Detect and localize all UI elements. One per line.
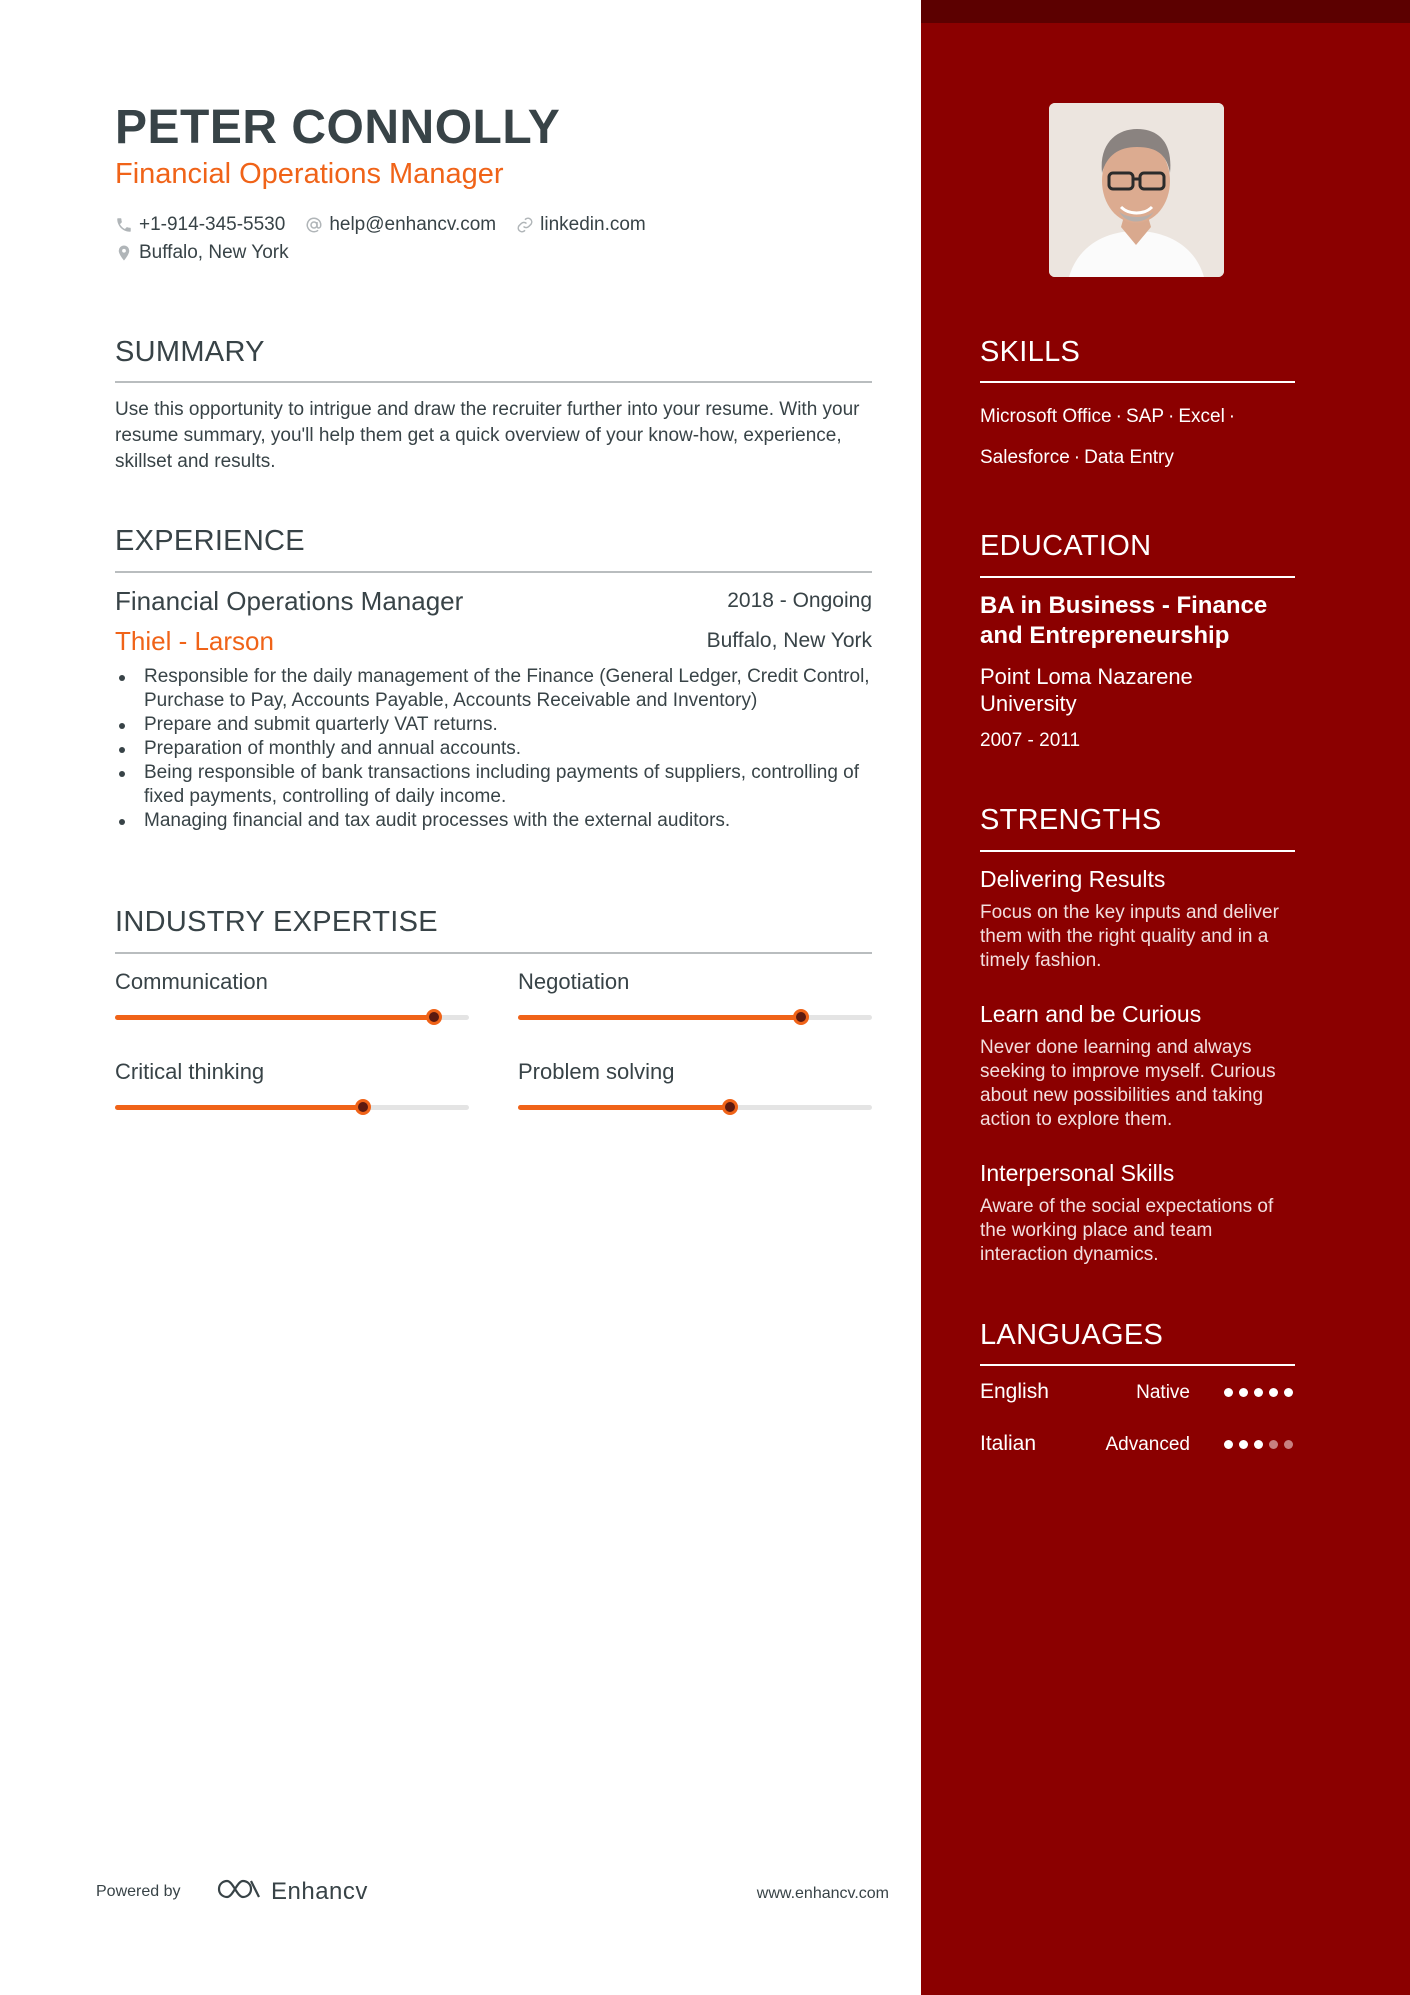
language-level: Advanced — [1105, 1434, 1190, 1455]
rating-dot-filled — [1224, 1388, 1233, 1397]
link-text: linkedin.com — [540, 214, 646, 235]
expertise-bar — [115, 1015, 469, 1020]
expertise-heading: INDUSTRY EXPERTISE — [115, 906, 438, 938]
skills-list: Microsoft Office · SAP · Excel · Salesforce · Data Entry — [980, 406, 1236, 468]
email-contact[interactable] — [305, 214, 496, 236]
strength-item — [980, 866, 1295, 973]
expertise-label: Problem solving — [518, 1059, 675, 1084]
job-dates: 2018 - Ongoing — [727, 589, 872, 612]
rating-dot-empty — [1284, 1440, 1293, 1449]
job-bullet: Prepare and submit quarterly VAT returns. — [115, 713, 872, 737]
expertise-bar — [115, 1105, 469, 1110]
expertise-bar-fill — [115, 1015, 434, 1020]
job-location: Buffalo, New York — [706, 629, 872, 652]
expertise-item — [518, 1059, 872, 1085]
location-pin-icon — [115, 243, 135, 263]
at-sign-icon — [305, 215, 325, 235]
summary-text: Use this opportunity to intrigue and draw the recruiter further into your resume. With your resume summary, you'll help them get a quick overview of your know-how, experience, skillset and results. — [115, 399, 860, 472]
expertise-bar-fill — [518, 1015, 801, 1020]
sidebar — [921, 0, 1410, 1995]
phone-icon — [115, 215, 135, 235]
skill-tag: SAP — [1125, 406, 1164, 427]
location-text: Buffalo, New York — [139, 242, 289, 263]
rating-dot-filled — [1254, 1440, 1263, 1449]
language-level: Native — [1136, 1382, 1190, 1403]
language-rating — [1218, 1388, 1293, 1397]
strength-description: Never done learning and always seeking to improve myself. Curious about new possibilities and taking action to explore them. — [980, 1037, 1276, 1130]
strength-title: Learn and be Curious — [980, 1001, 1202, 1027]
skill-tag: Microsoft Office — [980, 406, 1112, 427]
strengths-divider — [980, 850, 1295, 852]
education-degree: BA in Business - Finance and Entrepreneurship — [980, 592, 1268, 649]
languages-divider — [980, 1364, 1295, 1366]
education-years: 2007 - 2011 — [980, 730, 1081, 751]
strengths-heading: STRENGTHS — [980, 804, 1162, 836]
candidate-name: PETER CONNOLLY — [115, 101, 561, 154]
rating-dot-filled — [1284, 1388, 1293, 1397]
enhancv-logo-text: Enhancv — [271, 1877, 368, 1905]
phone-contact[interactable] — [115, 214, 285, 236]
expertise-bar-knob — [722, 1099, 738, 1115]
expertise-item — [115, 1059, 469, 1085]
strength-title: Delivering Results — [980, 866, 1166, 892]
skills-divider — [980, 381, 1295, 383]
strength-item — [980, 1160, 1295, 1267]
rating-dot-filled — [1239, 1440, 1248, 1449]
language-rating — [1218, 1440, 1293, 1449]
skill-tag: Salesforce — [980, 447, 1070, 468]
link-contact[interactable] — [516, 214, 646, 236]
language-name: English — [980, 1380, 1049, 1403]
rating-dot-empty — [1269, 1440, 1278, 1449]
job-company[interactable]: Thiel - Larson — [115, 626, 274, 656]
education-school: Point Loma Nazarene University — [980, 664, 1193, 716]
email-text: help@enhancv.com — [329, 214, 497, 235]
expertise-label: Negotiation — [518, 969, 630, 994]
job-bullet: Preparation of monthly and annual accounts. — [115, 737, 872, 761]
enhancv-logo-icon — [215, 1876, 263, 1907]
expertise-item — [518, 969, 872, 995]
expertise-bar-knob — [355, 1099, 371, 1115]
expertise-item — [115, 969, 469, 995]
expertise-bar-knob — [793, 1009, 809, 1025]
rating-dot-filled — [1224, 1440, 1233, 1449]
expertise-bar — [518, 1015, 872, 1020]
strength-description: Focus on the key inputs and deliver them with the right quality and in a timely fashion. — [980, 902, 1279, 971]
expertise-bar — [518, 1105, 872, 1110]
job-bullet: Being responsible of bank transactions including payments of suppliers, controlling of fixed payments, controlling of daily income. — [115, 761, 872, 809]
education-heading: EDUCATION — [980, 530, 1152, 562]
expertise-divider — [115, 952, 872, 954]
summary-heading: SUMMARY — [115, 336, 265, 368]
strength-item — [980, 1001, 1295, 1132]
candidate-title: Financial Operations Manager — [115, 158, 504, 190]
expertise-bar-fill — [115, 1105, 363, 1110]
experience-divider — [115, 571, 872, 573]
expertise-bar-knob — [426, 1009, 442, 1025]
education-divider — [980, 576, 1295, 578]
skill-tag: Data Entry — [1084, 447, 1174, 468]
expertise-bar-fill — [518, 1105, 730, 1110]
sidebar-top-band — [921, 0, 1410, 23]
job-role: Financial Operations Manager — [115, 586, 464, 616]
contact-info — [115, 211, 875, 267]
profile-photo — [1049, 103, 1224, 277]
strength-description: Aware of the social expectations of the working place and team interaction dynamics. — [980, 1196, 1274, 1265]
language-row — [980, 1432, 1295, 1460]
enhancv-logo[interactable] — [215, 1876, 368, 1907]
link-icon — [516, 215, 536, 235]
job-bullets — [115, 665, 872, 833]
phone-text: +1-914-345-5530 — [139, 214, 286, 235]
rating-dot-filled — [1239, 1388, 1248, 1397]
skills-heading: SKILLS — [980, 336, 1081, 368]
rating-dot-filled — [1254, 1388, 1263, 1397]
site-url[interactable]: www.enhancv.com — [756, 1885, 889, 1902]
languages-heading: LANGUAGES — [980, 1319, 1164, 1351]
expertise-label: Critical thinking — [115, 1059, 265, 1084]
expertise-label: Communication — [115, 969, 268, 994]
experience-heading: EXPERIENCE — [115, 525, 305, 557]
rating-dot-filled — [1269, 1388, 1278, 1397]
language-name: Italian — [980, 1432, 1037, 1455]
powered-by-text: Powered by — [96, 1883, 181, 1900]
job-bullet: Responsible for the daily management of the Finance (General Ledger, Credit Control, Purchase to Pay, Accounts Payable, Accounts Receivable and Inventory) — [115, 665, 872, 713]
skill-tag: Excel — [1178, 406, 1225, 427]
language-row — [980, 1380, 1295, 1408]
location-contact — [115, 242, 289, 264]
strength-title: Interpersonal Skills — [980, 1160, 1175, 1186]
job-bullet: Managing financial and tax audit processes with the external auditors. — [115, 809, 872, 833]
summary-divider — [115, 381, 872, 383]
